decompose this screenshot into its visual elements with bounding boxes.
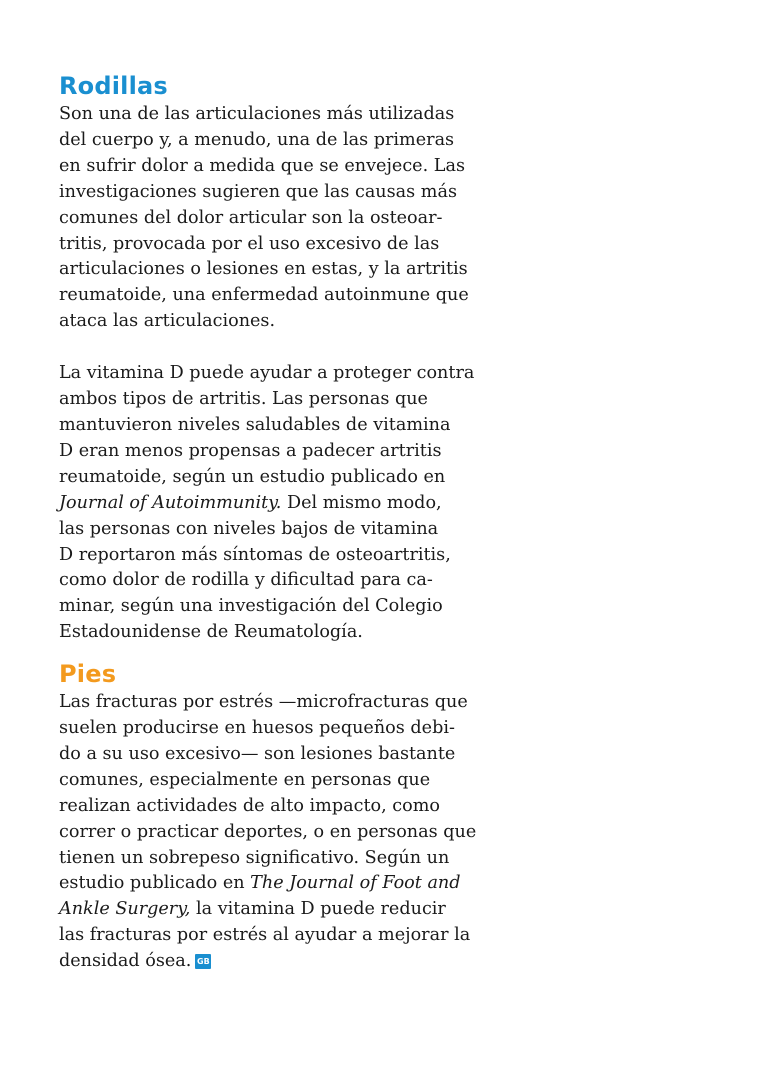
text-line: reumatoide, una enfermedad autoinmune que xyxy=(59,285,469,306)
text-fragment: densidad ósea. xyxy=(59,951,192,972)
text-line: ataca las articulaciones. xyxy=(59,311,276,332)
text-line xyxy=(59,949,509,975)
paragraph-gap xyxy=(59,335,509,361)
text-line: mantuvieron niveles saludables de vitamina xyxy=(59,414,451,435)
section-title-pies: Pies xyxy=(59,660,117,689)
text-line: comunes del dolor articular son la osteoar- xyxy=(59,207,443,228)
text-line: Son una de las articulaciones más utilizadas xyxy=(59,104,455,124)
section-title-rodillas: Rodillas xyxy=(59,72,168,100)
text-line: minar, según una investigación del Colegio xyxy=(59,596,443,617)
text-line: como dolor de rodilla y dificultad para ca- xyxy=(59,570,433,591)
section-gap xyxy=(59,646,509,658)
text-line xyxy=(59,897,509,923)
text-line: Estadounidense de Reumatología. xyxy=(59,622,363,643)
pies-paragraph xyxy=(59,690,509,975)
text-line: correr o practicar deportes, o en personas que xyxy=(59,821,477,842)
journal-title-italic: The Journal of Foot and xyxy=(250,873,461,894)
text-line: las fracturas por estrés al ayudar a mejorar la xyxy=(59,925,471,946)
text-line xyxy=(59,491,509,517)
text-fragment: estudio publicado en xyxy=(59,873,251,894)
text-line: articulaciones o lesiones en estas, y la artritis xyxy=(59,259,468,280)
gb-logo-badge: GB xyxy=(195,954,211,969)
text-line: las personas con niveles bajos de vitamina xyxy=(59,518,439,539)
text-line: do a su uso excesivo— son lesiones bastante xyxy=(59,743,456,764)
text-line: del cuerpo y, a menudo, una de las primeras xyxy=(59,129,455,150)
text-line: D eran menos propensas a padecer artritis xyxy=(59,440,442,461)
text-line: reumatoide, según un estudio publicado en xyxy=(59,466,446,487)
text-fragment: Del mismo modo, xyxy=(281,492,442,513)
text-line: investigaciones sugieren que las causas más xyxy=(59,181,457,202)
journal-title-italic: Journal of Autoimmunity. xyxy=(59,492,282,513)
journal-title-italic: Ankle Surgery, xyxy=(59,899,191,920)
rodillas-paragraph-1 xyxy=(59,102,509,335)
text-line: ambos tipos de artritis. Las personas que xyxy=(59,389,428,410)
text-line: tritis, provocada por el uso excesivo de las xyxy=(59,233,440,254)
text-line: realizan actividades de alto impacto, como xyxy=(59,795,441,816)
rodillas-paragraph-2 xyxy=(59,361,509,646)
text-line: comunes, especialmente en personas que xyxy=(59,769,431,790)
text-line xyxy=(59,871,509,897)
text-line: Las fracturas por estrés —microfracturas que xyxy=(59,692,468,713)
article-page xyxy=(59,70,509,975)
text-line: La vitamina D puede ayudar a proteger contra xyxy=(59,363,475,384)
text-line: D reportaron más síntomas de osteoartritis, xyxy=(59,544,451,565)
text-line: tienen un sobrepeso significativo. Según un xyxy=(59,847,450,868)
text-line: suelen producirse en huesos pequeños debi- xyxy=(59,718,455,739)
text-line: en sufrir dolor a medida que se envejece. Las xyxy=(59,155,465,176)
text-fragment: la vitamina D puede reducir xyxy=(190,899,446,920)
